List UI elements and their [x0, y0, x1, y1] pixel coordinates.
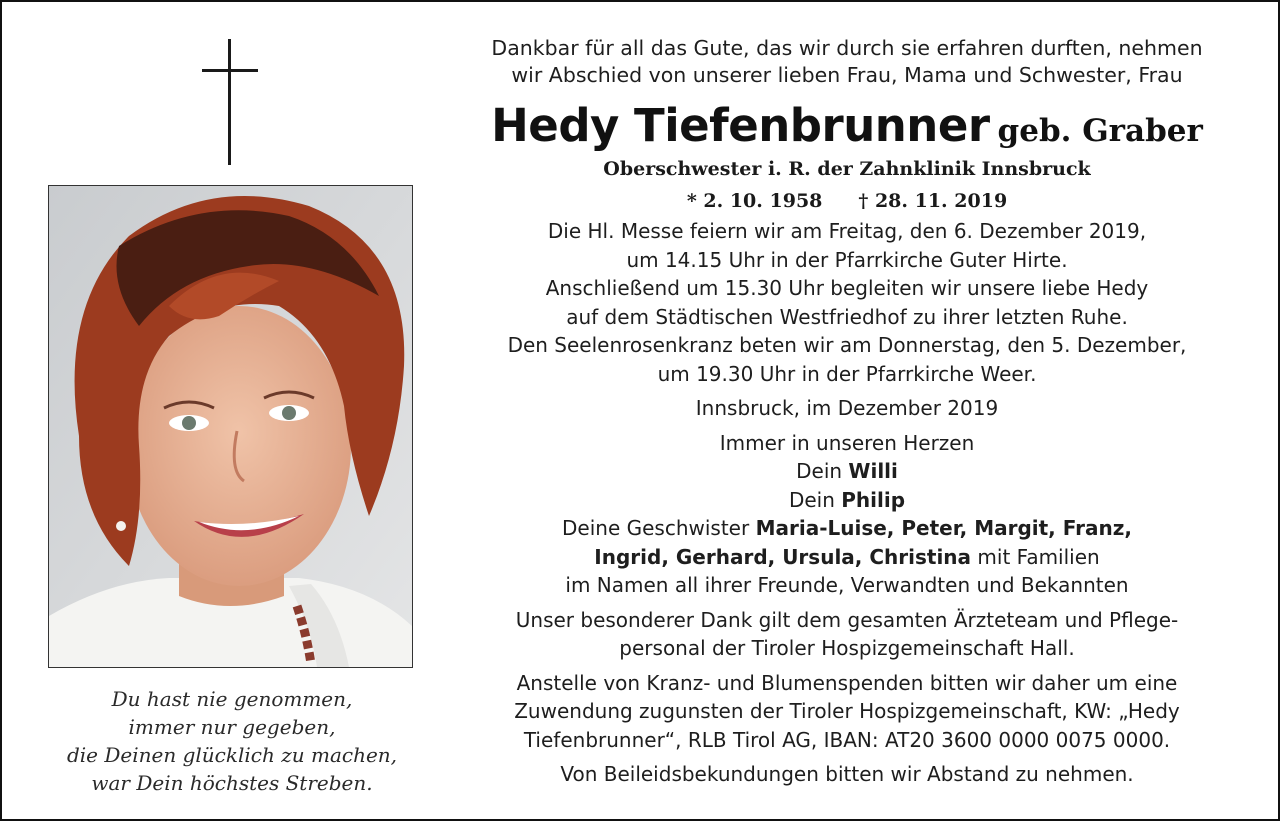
- birth-date: * 2. 10. 1958: [686, 190, 823, 212]
- service-line: Die Hl. Messe feiern wir am Freitag, den 6. Dezember 2019,: [547, 219, 1147, 243]
- service-line: Den Seelenrosenkranz beten wir am Donnerstag, den 5. Dezember,: [507, 333, 1187, 357]
- mourner-siblings: Deine Geschwister Maria-Luise, Peter, Margit, Franz,: [562, 516, 1132, 540]
- thanks-line: Unser besonderer Dank gilt dem gesamten Ärzteteam und Pflege-: [515, 607, 1179, 632]
- place-date: Innsbruck, im Dezember 2019: [695, 396, 999, 420]
- donation-line: Zuwendung zugunsten der Tiroler Hospizgemeinschaft, KW: „Hedy: [514, 699, 1180, 723]
- full-name: Hedy Tiefenbrunner: [491, 99, 990, 152]
- cross-icon: [202, 39, 258, 165]
- mourner-husband: Dein Willi: [796, 459, 898, 483]
- donation-line: Anstelle von Kranz- und Blumenspenden bitten wir daher um eine: [516, 670, 1178, 695]
- memorial-verse: [32, 685, 432, 797]
- mourner-son: Dein Philip: [788, 487, 906, 512]
- verse-line: immer nur gegeben,: [128, 715, 336, 739]
- intro-line: wir Abschied von unserer lieben Frau, Mama und Schwester, Frau: [511, 63, 1183, 87]
- occupation: Oberschwester i. R. der Zahnklinik Innsbruck: [603, 158, 1091, 180]
- verse-line: war Dein höchstes Streben.: [91, 771, 373, 795]
- verse-line: Du hast nie genommen,: [111, 687, 353, 711]
- donation-line: Tiefenbrunner“, RLB Tirol AG, IBAN: AT20 3600 0000 0075 0000.: [523, 727, 1171, 752]
- thanks-line: personal der Tiroler Hospizgemeinschaft Hall.: [619, 636, 1075, 660]
- service-line: auf dem Städtischen Westfriedhof zu ihrer letzten Ruhe.: [566, 304, 1128, 329]
- service-line: um 14.15 Uhr in der Pfarrkirche Guter Hirte.: [626, 247, 1068, 272]
- notice-text: [452, 35, 1242, 789]
- verse-line: die Deinen glücklich zu machen,: [66, 743, 398, 767]
- portrait-photo: [48, 185, 413, 668]
- maiden-name: geb. Graber: [997, 113, 1203, 149]
- life-dates: [452, 186, 1242, 217]
- service-line: Anschließend um 15.30 Uhr begleiten wir unsere liebe Hedy: [545, 276, 1149, 300]
- intro-line: Dankbar für all das Gute, das wir durch sie erfahren durften, nehmen: [491, 36, 1203, 60]
- death-date: † 28. 11. 2019: [858, 190, 1008, 212]
- closing-line: Von Beileidsbekundungen bitten wir Abstand zu nehmen.: [560, 762, 1134, 786]
- mourner-friends: im Namen all ihrer Freunde, Verwandten und Bekannten: [565, 573, 1129, 597]
- deceased-name: [452, 98, 1242, 154]
- mourner-siblings: Ingrid, Gerhard, Ursula, Christina mit Familien: [594, 544, 1100, 569]
- service-line: um 19.30 Uhr in der Pfarrkirche Weer.: [657, 361, 1037, 386]
- mourners-heading: Immer in unseren Herzen: [719, 430, 975, 455]
